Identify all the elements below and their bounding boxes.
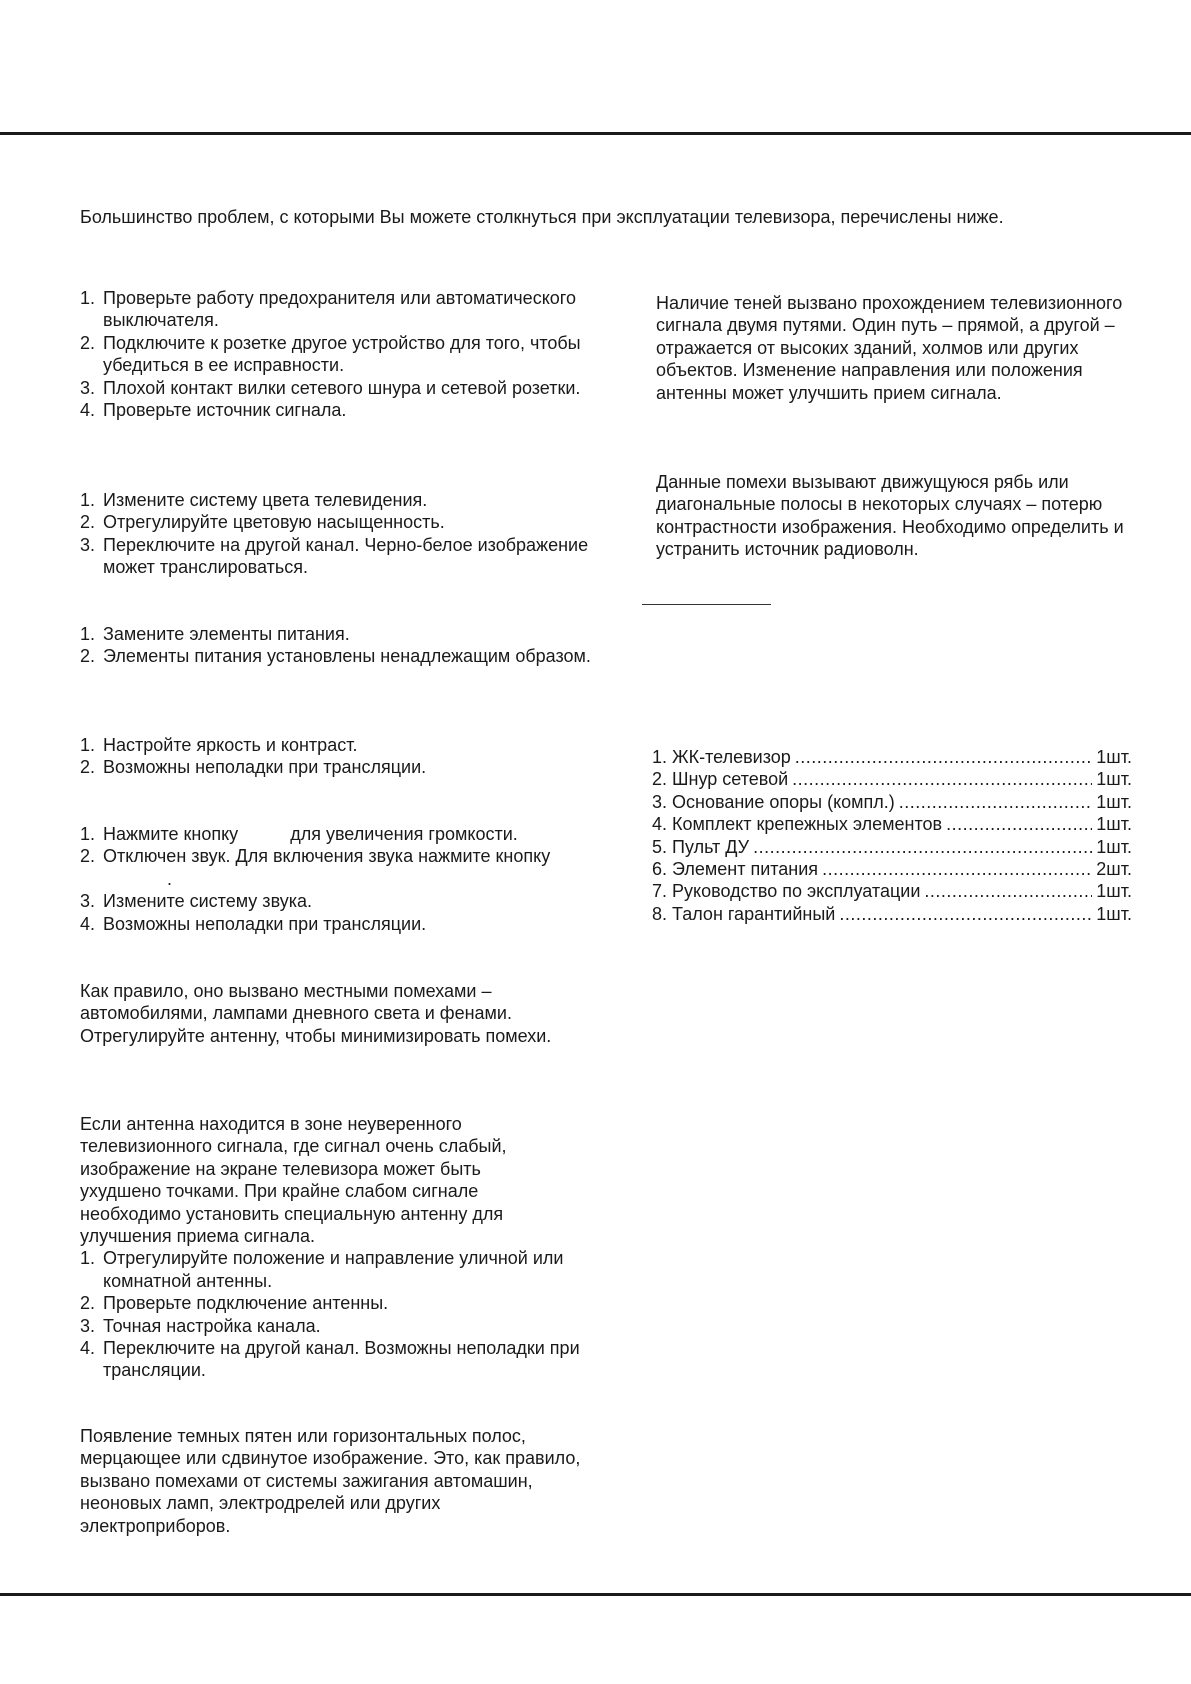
list-item: 6. Элемент питания ..... 2шт. (652, 858, 1132, 880)
list-item: 4. Комплект крепежных элементов ..... 1шт. (652, 813, 1132, 835)
list-item: 7. Руководство по эксплуатации ..... 1шт. (652, 880, 1132, 902)
no-sound-solutions (80, 823, 600, 935)
list-item: 2. Подключите к розетке другое устройство для того, чтобы убедиться в ее исправности. (80, 332, 581, 376)
list-item: 8. Талон гарантийный ..... 1шт. (652, 903, 1132, 925)
list-item: 2. Шнур сетевой ..... 1шт. (652, 768, 1132, 790)
bottom-rule (0, 1593, 1191, 1596)
interference-text: Как правило, оно вызвано местными помехами – автомобилями, лампами дневного света и фенами. Отрегулируйте антенну, чтобы минимизировать помехи. (80, 981, 552, 1046)
radio-interference-text: Данные помехи вызывают движущуюся рябь или диагональные полосы в некоторых случаях – потерю контрастности изображения. Необходимо определить и устранить источник радиоволн. (656, 472, 1124, 560)
list-item: 1. Настройте яркость и контраст. (80, 735, 358, 755)
list-item: 3. Точная настройка канала. (80, 1315, 321, 1336)
list-item: 4. Возможны неполадки при трансляции. (80, 913, 427, 934)
list-item: 4. Переключите на другой канал. Возможны неполадки при трансляции. (80, 1338, 580, 1381)
list-item: 4. Проверьте источник сигнала. (80, 400, 347, 421)
list-item: 1. Измените систему цвета телевидения. (80, 490, 428, 510)
list-item: 5. Пульт ДУ ..... 1шт. (652, 836, 1132, 858)
section-divider (642, 604, 771, 605)
no-color-solutions (80, 489, 600, 579)
list-item: 2. Отключен звук. Для включения звука нажмите кнопку. (80, 846, 551, 889)
list-item: 2. Проверьте подключение антенны. (80, 1293, 389, 1314)
list-item: 2. Возможны неполадки при трансляции. (80, 757, 427, 778)
weak-signal-section (80, 1113, 600, 1382)
list-item: 3. Измените систему звука. (80, 891, 313, 912)
list-item: 1. Проверьте работу предохранителя или автоматического выключателя. (80, 288, 576, 331)
list-item: 3. Переключите на другой канал. Черно-белое изображение может транслироваться. (80, 534, 589, 578)
remote-control-solutions (80, 623, 600, 668)
poor-picture-solutions (80, 734, 600, 779)
list-item: 1. ЖК-телевизор ..... 1шт. (652, 746, 1132, 768)
top-rule (0, 132, 1191, 135)
list-item: 2. Элементы питания установлены ненадлежащим образом. (80, 646, 591, 667)
weak-signal-text: Если антенна находится в зоне неуверенного телевизионного сигнала, где сигнал очень слабый, изображение на экране телевизора может быть ухудшено точками. При крайне слабом сигнале необходимо установить специальную антенну для улучшения приема сигнала. (80, 1114, 507, 1247)
list-item: 2. Отрегулируйте цветовую насыщенность. (80, 512, 445, 533)
ghosting-text: Наличие теней вызвано прохождением телевизионного сигнала двумя путями. Один путь – прямой, а другой – отражается от высоких зданий, холмов или других объектов. Изменение направления или положения антенны может улучшить прием сигнала. (656, 293, 1123, 403)
list-item: 3. Основание опоры (компл.) ..... 1шт. (652, 791, 1132, 813)
no-power-solutions (80, 287, 600, 421)
dark-spots-text: Появление темных пятен или горизонтальных полос, мерцающее или сдвинутое изображение. Это, как правило, вызвано помехами от системы зажигания автомашин, неоновых ламп, электродрелей или других электроприборов. (80, 1426, 581, 1536)
accessories-list (652, 746, 1132, 925)
list-item: 1. Нажмите кнопку для увеличения громкости. (80, 824, 518, 844)
list-item: 1. Замените элементы питания. (80, 624, 350, 644)
intro-text: Большинство проблем, с которыми Вы можете столкнуться при эксплуатации телевизора, перечислены ниже. (80, 207, 1004, 227)
list-item: 3. Плохой контакт вилки сетевого шнура и сетевой розетки. (80, 377, 581, 398)
list-item: 1. Отрегулируйте положение и направление уличной или комнатной антенны. (80, 1248, 564, 1291)
